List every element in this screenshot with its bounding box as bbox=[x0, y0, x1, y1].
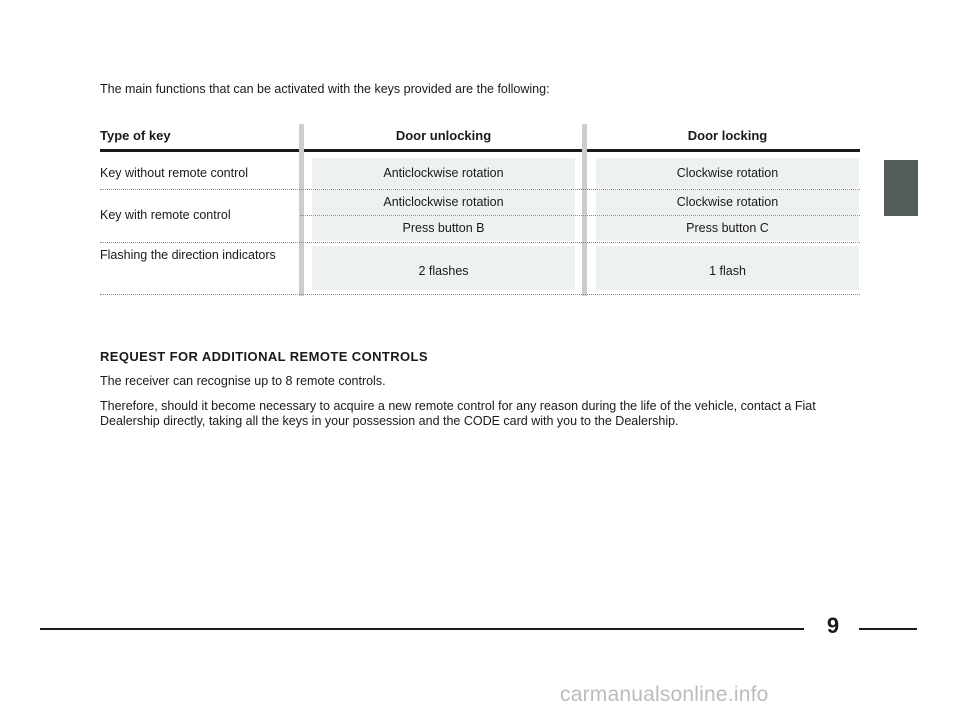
cell-lock-remote-button: Press button C bbox=[596, 216, 859, 241]
key-functions-table bbox=[100, 124, 860, 296]
cell-lock-flashes: 1 flash bbox=[596, 246, 859, 290]
table-header-rule bbox=[100, 149, 860, 152]
cell-lock-remote-rotation: Clockwise rotation bbox=[596, 190, 859, 215]
footer-rule-left bbox=[40, 628, 804, 630]
watermark: carmanualsonline.info bbox=[560, 683, 769, 706]
row-divider bbox=[100, 242, 860, 243]
row-label-flashing-indicators: Flashing the direction indicators bbox=[100, 248, 276, 262]
cell-lock-no-remote: Clockwise rotation bbox=[596, 158, 859, 188]
intro-text: The main functions that can be activated with the keys provided are the following: bbox=[100, 82, 550, 96]
column-divider bbox=[582, 124, 587, 296]
column-divider bbox=[299, 124, 304, 296]
header-door-unlocking: Door unlocking bbox=[395, 128, 492, 143]
cell-unlock-remote-button: Press button B bbox=[312, 216, 575, 241]
section-title: REQUEST FOR ADDITIONAL REMOTE CONTROLS bbox=[100, 349, 428, 364]
row-divider bbox=[100, 294, 860, 295]
footer-rule-right bbox=[859, 628, 917, 630]
section-paragraph-1: The receiver can recognise up to 8 remote controls. bbox=[100, 374, 386, 388]
header-type-of-key: Type of key bbox=[100, 128, 171, 143]
row-label-key-without-remote: Key without remote control bbox=[100, 166, 248, 180]
cell-unlock-no-remote: Anticlockwise rotation bbox=[312, 158, 575, 188]
page-number: 9 bbox=[826, 613, 840, 638]
row-label-key-with-remote: Key with remote control bbox=[100, 208, 231, 222]
cell-unlock-remote-rotation: Anticlockwise rotation bbox=[312, 190, 575, 215]
section-paragraph-2: Therefore, should it become necessary to acquire a new remote control for any reason during the life of the vehicle, contact a Fiat Dealership directly, taking all the keys in your possession and the CODE card with you to the Dealership. bbox=[100, 399, 816, 428]
chapter-tab-marker bbox=[884, 160, 918, 216]
header-door-locking: Door locking bbox=[687, 128, 768, 143]
cell-unlock-flashes: 2 flashes bbox=[312, 246, 575, 290]
